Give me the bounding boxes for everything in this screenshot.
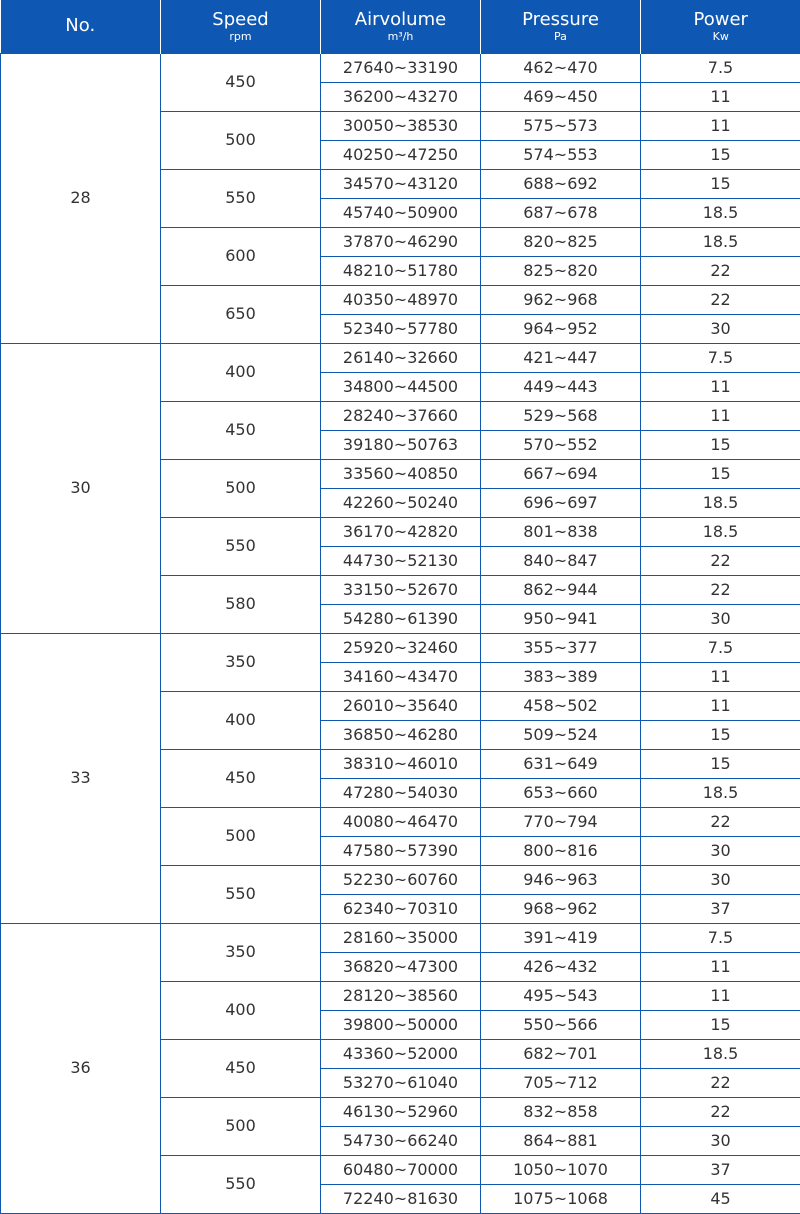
airvolume-cell: 28160~35000	[321, 923, 481, 952]
power-cell: 22	[641, 546, 800, 575]
power-cell: 11	[641, 662, 800, 691]
power-cell: 15	[641, 140, 800, 169]
model-no-cell: 33	[1, 633, 161, 923]
header-pressure-unit: Pa	[554, 29, 567, 43]
airvolume-cell: 33150~52670	[321, 575, 481, 604]
table-row	[1, 343, 800, 372]
power-cell: 37	[641, 894, 800, 923]
airvolume-cell: 60480~70000	[321, 1155, 481, 1184]
airvolume-cell: 44730~52130	[321, 546, 481, 575]
model-no-cell: 30	[1, 343, 161, 633]
airvolume-cell: 39180~50763	[321, 430, 481, 459]
pressure-cell: 355~377	[481, 633, 641, 662]
pressure-cell: 574~553	[481, 140, 641, 169]
airvolume-cell: 42260~50240	[321, 488, 481, 517]
power-cell: 7.5	[641, 343, 800, 372]
power-cell: 45	[641, 1184, 800, 1213]
power-cell: 15	[641, 169, 800, 198]
pressure-cell: 653~660	[481, 778, 641, 807]
table-body	[1, 53, 800, 1213]
airvolume-cell: 36820~47300	[321, 952, 481, 981]
airvolume-cell: 30050~38530	[321, 111, 481, 140]
power-cell: 15	[641, 720, 800, 749]
header-power-label: Power	[693, 8, 748, 30]
table-row	[1, 633, 800, 662]
header-no	[1, 0, 161, 53]
airvolume-cell: 72240~81630	[321, 1184, 481, 1213]
airvolume-cell: 54280~61390	[321, 604, 481, 633]
pressure-cell: 962~968	[481, 285, 641, 314]
speed-cell: 350	[161, 923, 321, 981]
pressure-cell: 946~963	[481, 865, 641, 894]
pressure-cell: 687~678	[481, 198, 641, 227]
pressure-cell: 469~450	[481, 82, 641, 111]
airvolume-cell: 47580~57390	[321, 836, 481, 865]
power-cell: 11	[641, 111, 800, 140]
power-cell: 11	[641, 82, 800, 111]
power-cell: 30	[641, 604, 800, 633]
speed-cell: 550	[161, 169, 321, 227]
airvolume-cell: 54730~66240	[321, 1126, 481, 1155]
power-cell: 18.5	[641, 488, 800, 517]
speed-cell: 450	[161, 1039, 321, 1097]
speed-cell: 500	[161, 459, 321, 517]
airvolume-cell: 34570~43120	[321, 169, 481, 198]
speed-cell: 500	[161, 111, 321, 169]
pressure-cell: 688~692	[481, 169, 641, 198]
airvolume-cell: 52340~57780	[321, 314, 481, 343]
pressure-cell: 550~566	[481, 1010, 641, 1039]
airvolume-cell: 36200~43270	[321, 82, 481, 111]
airvolume-cell: 34160~43470	[321, 662, 481, 691]
pressure-cell: 462~470	[481, 53, 641, 82]
speed-cell: 450	[161, 749, 321, 807]
speed-cell: 450	[161, 53, 321, 111]
pressure-cell: 1050~1070	[481, 1155, 641, 1184]
airvolume-cell: 37870~46290	[321, 227, 481, 256]
airvolume-cell: 28120~38560	[321, 981, 481, 1010]
speed-cell: 580	[161, 575, 321, 633]
pressure-cell: 1075~1068	[481, 1184, 641, 1213]
power-cell: 30	[641, 865, 800, 894]
pressure-cell: 800~816	[481, 836, 641, 865]
speed-cell: 600	[161, 227, 321, 285]
airvolume-cell: 38310~46010	[321, 749, 481, 778]
pressure-cell: 950~941	[481, 604, 641, 633]
header-speed-label: Speed	[212, 8, 269, 30]
airvolume-cell: 53270~61040	[321, 1068, 481, 1097]
pressure-cell: 862~944	[481, 575, 641, 604]
power-cell: 30	[641, 1126, 800, 1155]
airvolume-cell: 25920~32460	[321, 633, 481, 662]
airvolume-cell: 62340~70310	[321, 894, 481, 923]
pressure-cell: 631~649	[481, 749, 641, 778]
airvolume-cell: 26140~32660	[321, 343, 481, 372]
power-cell: 18.5	[641, 778, 800, 807]
header-speed	[161, 0, 321, 53]
speed-cell: 350	[161, 633, 321, 691]
pressure-cell: 570~552	[481, 430, 641, 459]
airvolume-cell: 40080~46470	[321, 807, 481, 836]
pressure-cell: 426~432	[481, 952, 641, 981]
speed-cell: 550	[161, 1155, 321, 1213]
power-cell: 18.5	[641, 517, 800, 546]
table-header	[1, 0, 800, 53]
power-cell: 30	[641, 836, 800, 865]
header-airvolume-unit: m³/h	[387, 29, 414, 43]
airvolume-cell: 33560~40850	[321, 459, 481, 488]
header-pressure	[481, 0, 641, 53]
pressure-cell: 832~858	[481, 1097, 641, 1126]
power-cell: 22	[641, 807, 800, 836]
airvolume-cell: 36850~46280	[321, 720, 481, 749]
speed-cell: 550	[161, 517, 321, 575]
header-pressure-label: Pressure	[522, 8, 599, 30]
power-cell: 22	[641, 1068, 800, 1097]
power-cell: 11	[641, 691, 800, 720]
pressure-cell: 705~712	[481, 1068, 641, 1097]
power-cell: 7.5	[641, 633, 800, 662]
pressure-cell: 770~794	[481, 807, 641, 836]
pressure-cell: 864~881	[481, 1126, 641, 1155]
power-cell: 22	[641, 285, 800, 314]
pressure-cell: 820~825	[481, 227, 641, 256]
header-power	[641, 0, 800, 53]
power-cell: 18.5	[641, 1039, 800, 1068]
speed-cell: 550	[161, 865, 321, 923]
power-cell: 11	[641, 952, 800, 981]
pressure-cell: 509~524	[481, 720, 641, 749]
model-no-cell: 36	[1, 923, 161, 1213]
airvolume-cell: 26010~35640	[321, 691, 481, 720]
speed-cell: 400	[161, 691, 321, 749]
airvolume-cell: 40350~48970	[321, 285, 481, 314]
pressure-cell: 421~447	[481, 343, 641, 372]
header-airvolume	[321, 0, 481, 53]
airvolume-cell: 34800~44500	[321, 372, 481, 401]
pressure-cell: 495~543	[481, 981, 641, 1010]
airvolume-cell: 39800~50000	[321, 1010, 481, 1039]
speed-cell: 500	[161, 1097, 321, 1155]
power-cell: 7.5	[641, 53, 800, 82]
airvolume-cell: 28240~37660	[321, 401, 481, 430]
power-cell: 22	[641, 575, 800, 604]
power-cell: 11	[641, 401, 800, 430]
pressure-cell: 840~847	[481, 546, 641, 575]
pressure-cell: 449~443	[481, 372, 641, 401]
pressure-cell: 391~419	[481, 923, 641, 952]
header-no-label: No.	[65, 15, 96, 37]
pressure-cell: 801~838	[481, 517, 641, 546]
power-cell: 37	[641, 1155, 800, 1184]
power-cell: 11	[641, 981, 800, 1010]
power-cell: 7.5	[641, 923, 800, 952]
pressure-cell: 667~694	[481, 459, 641, 488]
power-cell: 15	[641, 749, 800, 778]
power-cell: 22	[641, 256, 800, 285]
power-cell: 15	[641, 430, 800, 459]
speed-cell: 650	[161, 285, 321, 343]
pressure-cell: 682~701	[481, 1039, 641, 1068]
airvolume-cell: 45740~50900	[321, 198, 481, 227]
header-power-unit: Kw	[712, 29, 729, 43]
speed-cell: 400	[161, 981, 321, 1039]
pressure-cell: 383~389	[481, 662, 641, 691]
header-airvolume-label: Airvolume	[354, 8, 447, 30]
pressure-cell: 968~962	[481, 894, 641, 923]
airvolume-cell: 43360~52000	[321, 1039, 481, 1068]
power-cell: 18.5	[641, 227, 800, 256]
airvolume-cell: 40250~47250	[321, 140, 481, 169]
table-row	[1, 923, 800, 952]
power-cell: 15	[641, 1010, 800, 1039]
speed-cell: 450	[161, 401, 321, 459]
airvolume-cell: 52230~60760	[321, 865, 481, 894]
power-cell: 30	[641, 314, 800, 343]
speed-cell: 500	[161, 807, 321, 865]
pressure-cell: 529~568	[481, 401, 641, 430]
table-row	[1, 53, 800, 82]
speed-cell: 400	[161, 343, 321, 401]
power-cell: 18.5	[641, 198, 800, 227]
airvolume-cell: 48210~51780	[321, 256, 481, 285]
airvolume-cell: 27640~33190	[321, 53, 481, 82]
power-cell: 22	[641, 1097, 800, 1126]
pressure-cell: 964~952	[481, 314, 641, 343]
airvolume-cell: 36170~42820	[321, 517, 481, 546]
pressure-cell: 575~573	[481, 111, 641, 140]
airvolume-cell: 47280~54030	[321, 778, 481, 807]
header-speed-unit: rpm	[229, 29, 252, 43]
model-no-cell: 28	[1, 53, 161, 343]
pressure-cell: 696~697	[481, 488, 641, 517]
pressure-cell: 458~502	[481, 691, 641, 720]
power-cell: 11	[641, 372, 800, 401]
airvolume-cell: 46130~52960	[321, 1097, 481, 1126]
header-row	[1, 0, 800, 53]
power-cell: 15	[641, 459, 800, 488]
pressure-cell: 825~820	[481, 256, 641, 285]
